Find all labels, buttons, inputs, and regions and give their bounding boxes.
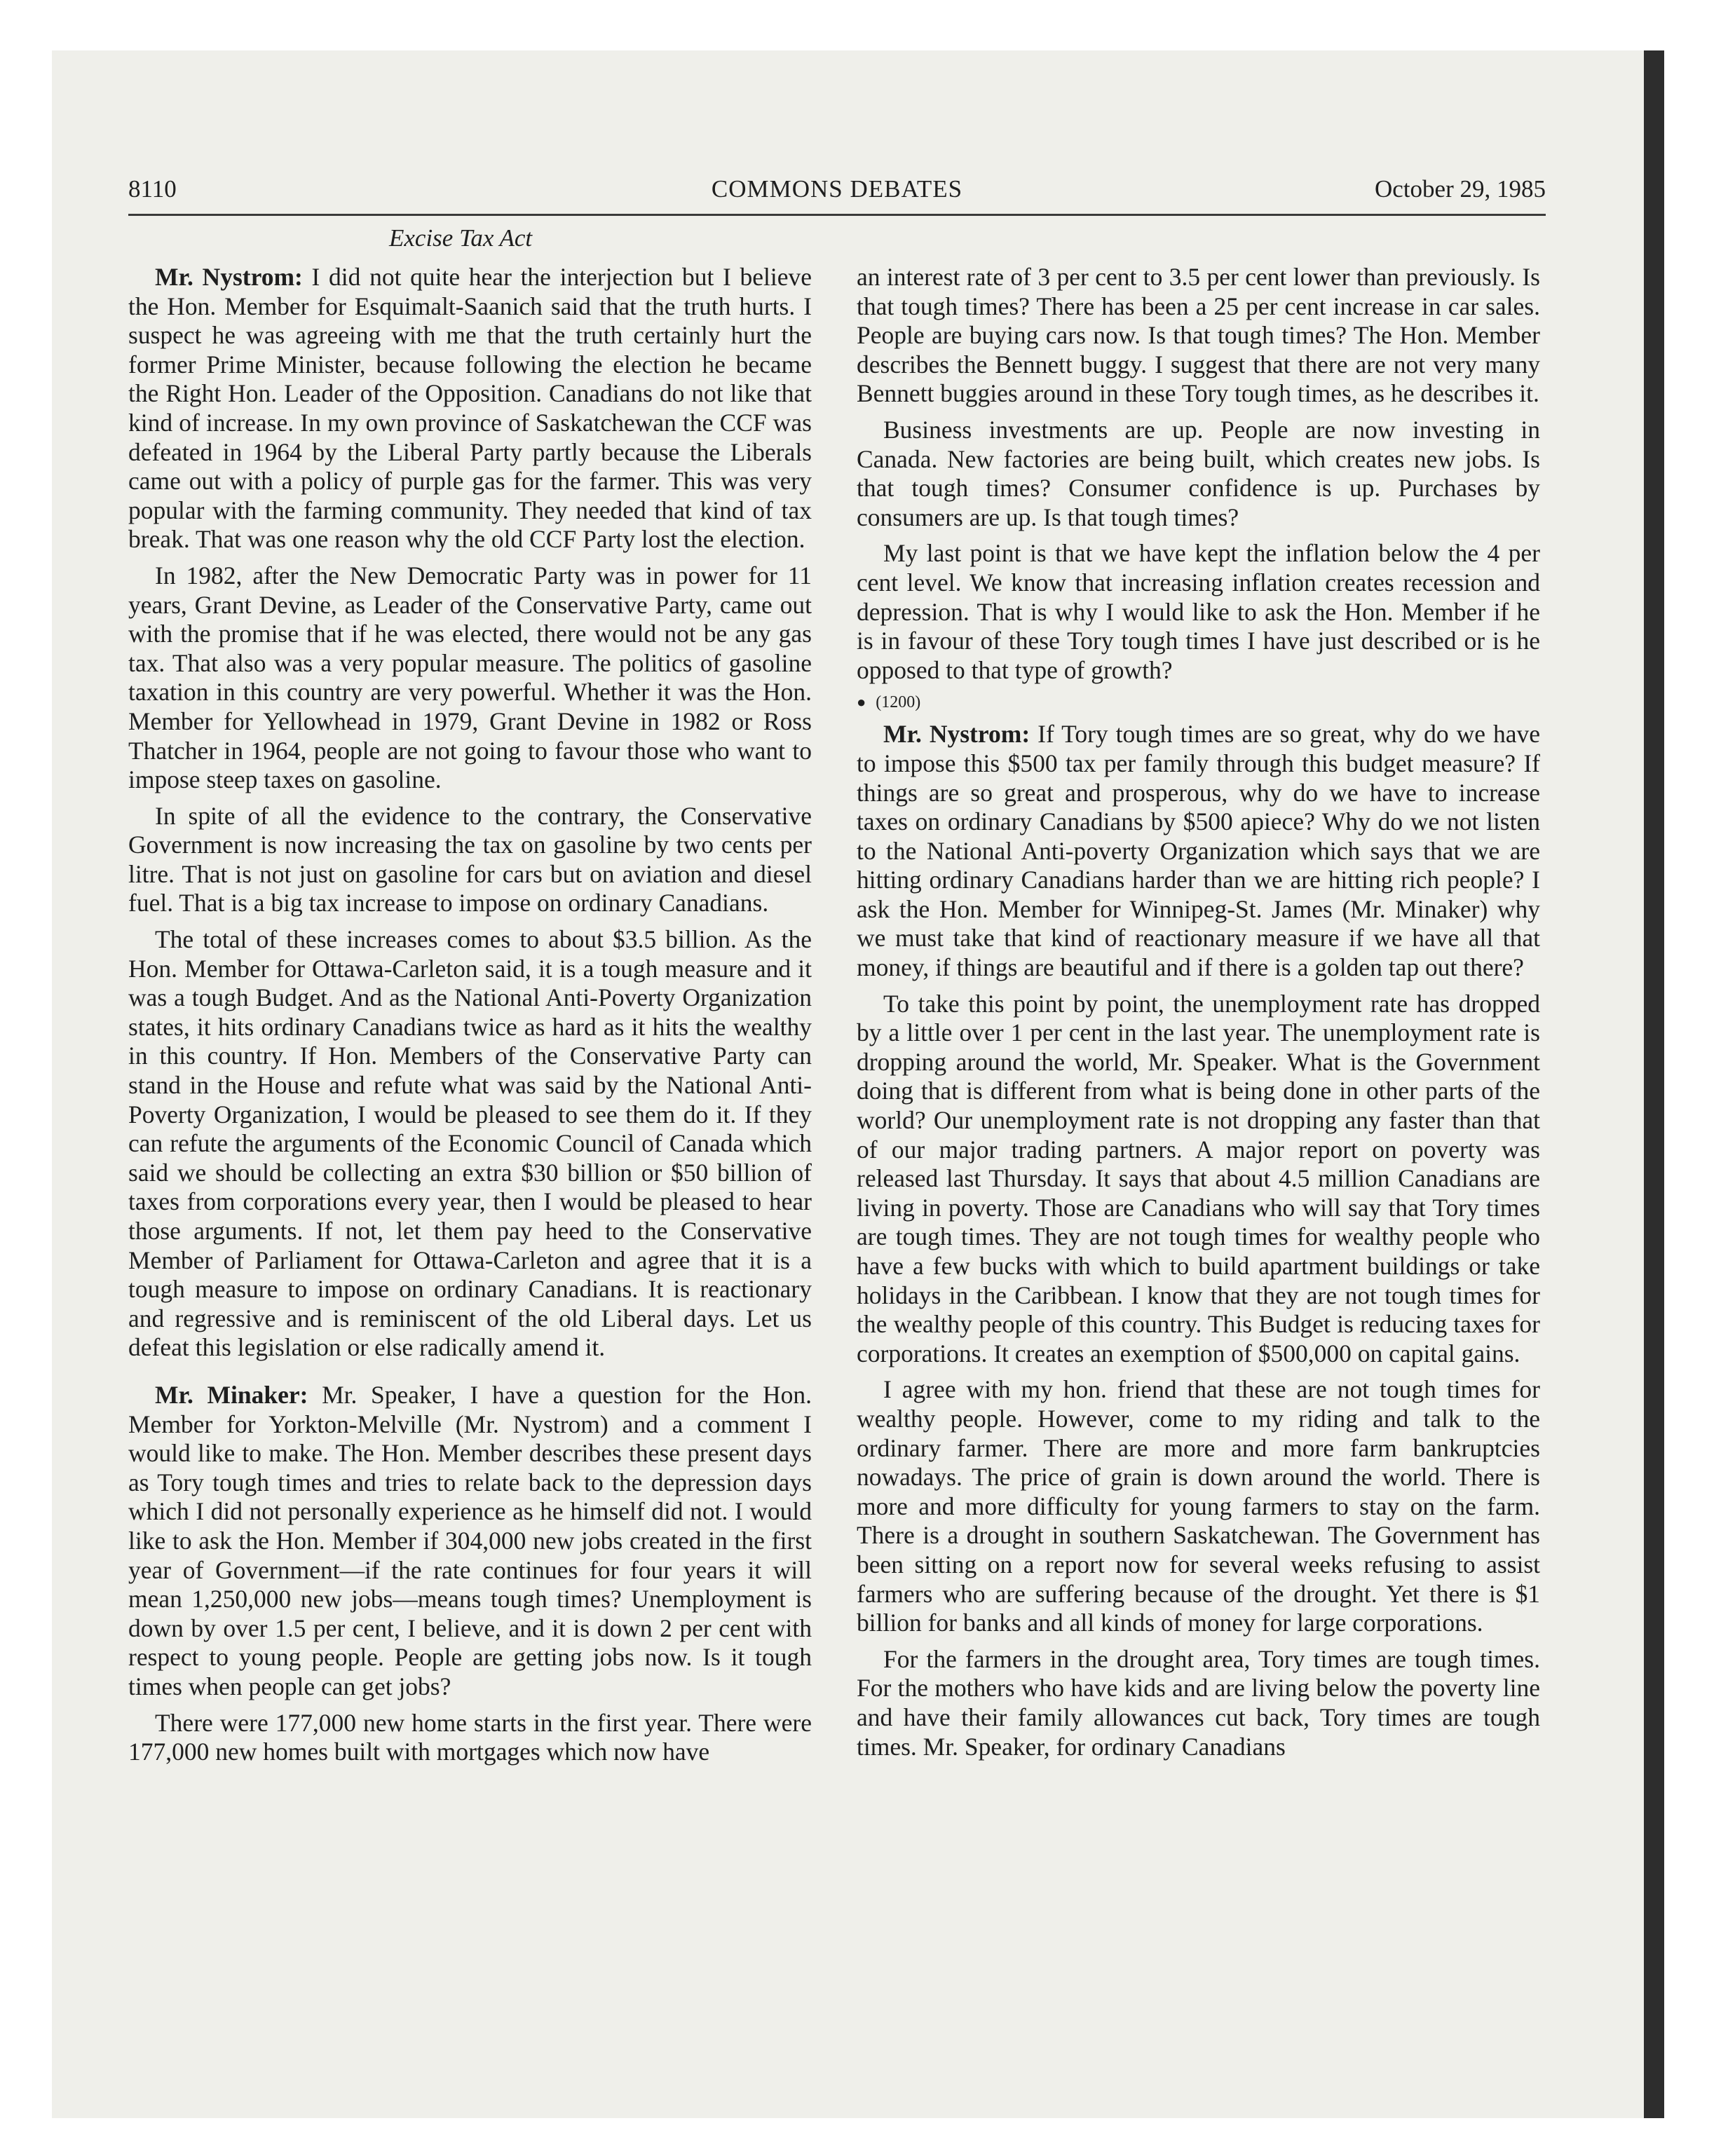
paragraph-text: My last point is that we have kept the inflation below the 4 per cent level. We know that increasing inflation creates recession and depression. That is why I would like to ask the Hon. Member if he is in favour of these Tory tough times I have just described or is he opposed to that type of growth?	[857, 539, 1540, 684]
paragraph-text: In 1982, after the New Democratic Party was in power for 11 years, Grant Devine, as Leader of the Conservative Party, came out with the promise that if he was elected, there would not be any gas tax. That also was a very popular measure. The politics of gasoline taxation in this country are very powerful. Whether it was the Hon. Member for Yellowhead in 1979, Grant Devine in 1982 or Ross Thatcher in 1964, people are not going to favour those who want to impose steep taxes on gasoline.	[128, 561, 812, 794]
paragraph	[128, 561, 812, 795]
bullet-icon: ●	[857, 693, 866, 711]
paragraph-text: For the farmers in the drought area, Tory times are tough times. For the mothers who have kids and are living below the poverty line and have their family allowances cut back, Tory times are tough times. Mr. Speaker, for ordinary Canadians	[857, 1644, 1540, 1761]
paragraph-text: I did not quite hear the interjection but I believe the Hon. Member for Esquimalt-Saanich said that the truth hurts. I suspect he was agreeing with me that the truth certainly hurt the former Prime Minister, because following the election he became the Right Hon. Leader of the Opposition. Canadians do not like that kind of increase. In my own province of Saskatchewan the CCF was defeated in 1964 by the Liberal Party partly because the Liberals came out with a policy of purple gas for the farmer. This was very popular with the farming community. They needed that kind of tax break. That was one reason why the old CCF Party lost the election.	[128, 263, 812, 554]
paragraph	[857, 263, 1540, 409]
paragraph-text: To take this point by point, the unemployment rate has dropped by a little over 1 per cent in the last year. The unemployment rate is dropping around the world, Mr. Speaker. What is the Government doing that is different from what is being done in other parts of the world? Our unemployment rate is not dropping any faster than that of our major trading partners. A major report on poverty was released last Thursday. It says that about 4.5 million Canadians are living in poverty. Those are Canadians who will say that Tory times are tough times. They are not tough times for wealthy people who have a few bucks with which to build apartment buildings or take holidays in the Caribbean. I know that they are not tough times for the wealthy people of this country. This Budget is reducing taxes for corporations. It creates an exemption of $500,000 on capital gains.	[857, 989, 1540, 1367]
paragraph	[128, 263, 812, 554]
paragraph	[857, 1375, 1540, 1637]
time-marker	[857, 692, 1540, 713]
paragraph-text: Mr. Speaker, I have a question for the Hon. Member for Yorkton-Melville (Mr. Nystrom) and a comment I would like to make. The Hon. Member describes these present days as Tory tough times and tries to relate back to the depression days which I did not personally experience as he himself did not. I would like to ask the Hon. Member if 304,000 new jobs created in the first year of Government—if the rate continues for four years it will mean 1,250,000 new jobs—means tough times? Unemployment is down by over 1.5 per cent, I believe, and it is down 2 per cent with respect to young people. People are getting jobs now. Is it tough times when people can get jobs?	[128, 1380, 812, 1700]
left-column	[128, 263, 812, 1774]
paragraph	[128, 1381, 812, 1702]
paragraph	[128, 1709, 812, 1767]
paragraph-text: In spite of all the evidence to the contrary, the Conservative Government is now increasing the tax on gasoline by two cents per litre. That is not just on gasoline for cars but on aviation and diesel fuel. That is a big tax increase to impose on ordinary Canadians.	[128, 801, 812, 917]
paragraph	[128, 925, 812, 1363]
paragraph-text: There were 177,000 new home starts in the first year. There were 177,000 new homes built with mortgages which now have	[128, 1708, 812, 1766]
paragraph-text: an interest rate of 3 per cent to 3.5 per cent lower than previously. Is that tough times? There has been a 25 per cent increase in car sales. People are buying cars now. Is that tough times? The Hon. Member describes the Bennett buggy. I suggest that there are not very many Bennett buggies around in these Tory tough times, as he describes it.	[857, 263, 1540, 408]
paragraph	[128, 802, 812, 918]
publication-title: COMMONS DEBATES	[711, 175, 963, 203]
header-date: October 29, 1985	[1375, 175, 1546, 203]
speaker-name: Mr. Nystrom:	[883, 720, 1030, 749]
paragraph-text: I agree with my hon. friend that these are not tough times for wealthy people. However, come to my riding and talk to the ordinary farmer. There are more and more farm bankruptcies nowadays. The price of grain is down around the world. There is more and more difficulty for young farmers to stay on the farm. There is a drought in southern Saskatchewan. The Government has been sitting on a report now for several weeks refusing to assist farmers who are suffering because of the drought. Yet there is $1 billion for banks and all kinds of money for large corporations.	[857, 1375, 1540, 1637]
paragraph	[857, 416, 1540, 532]
scan-edge-shadow	[1644, 50, 1664, 2118]
paragraph	[857, 990, 1540, 1369]
paragraph-text: The total of these increases comes to about $3.5 billion. As the Hon. Member for Ottawa-Carleton said, it is a tough measure and it was a tough Budget. And as the National Anti-Poverty Organization states, it hits ordinary Canadians twice as hard as it hits the wealthy in this country. If Hon. Members of the Conservative Party can stand in the House and refute what was said by the National Anti-Poverty Organization, I would be pleased to see them do it. If they can refute the arguments of the Economic Council of Canada which said we should be collecting an extra $30 billion or $50 billion of taxes from corporations every year, then I would be pleased to hear those arguments. If not, let them pay heed to the Conservative Member of Parliament for Ottawa-Carleton and agree that it is a tough measure to impose on ordinary Canadians. It is reactionary and regressive and is reminiscent of the old Liberal days. Let us defeat this legislation or else radically amend it.	[128, 925, 812, 1362]
section-subject: Excise Tax Act	[389, 224, 533, 252]
paragraph	[857, 1645, 1540, 1761]
paragraph-text: Business investments are up. People are now investing in Canada. New factories are being built, which creates new jobs. Is that tough times? Consumer confidence is up. Purchases by consumers are up. Is that tough times?	[857, 415, 1540, 531]
speaker-name: Mr. Nystrom:	[155, 263, 303, 291]
speaker-name: Mr. Minaker:	[155, 1380, 308, 1409]
paragraph	[857, 539, 1540, 685]
paragraph	[857, 720, 1540, 982]
paragraph-text: If Tory tough times are so great, why do we have to impose this $500 tax per family through this budget measure? If things are so great and prosperous, why do we have to increase taxes on ordinary Canadians by $500 apiece? Why do we not listen to the National Anti-poverty Organization which says that we are hitting ordinary Canadians harder than we are hitting rich people? I ask the Hon. Member for Winnipeg-St. James (Mr. Minaker) why we must take that kind of reactionary measure if we have all that money, if things are beautiful and if there is a golden tap out there?	[857, 720, 1541, 982]
page-header	[128, 172, 1546, 216]
right-column	[857, 263, 1540, 1768]
time-marker-label: (1200)	[876, 693, 921, 712]
page-number: 8110	[128, 175, 177, 203]
